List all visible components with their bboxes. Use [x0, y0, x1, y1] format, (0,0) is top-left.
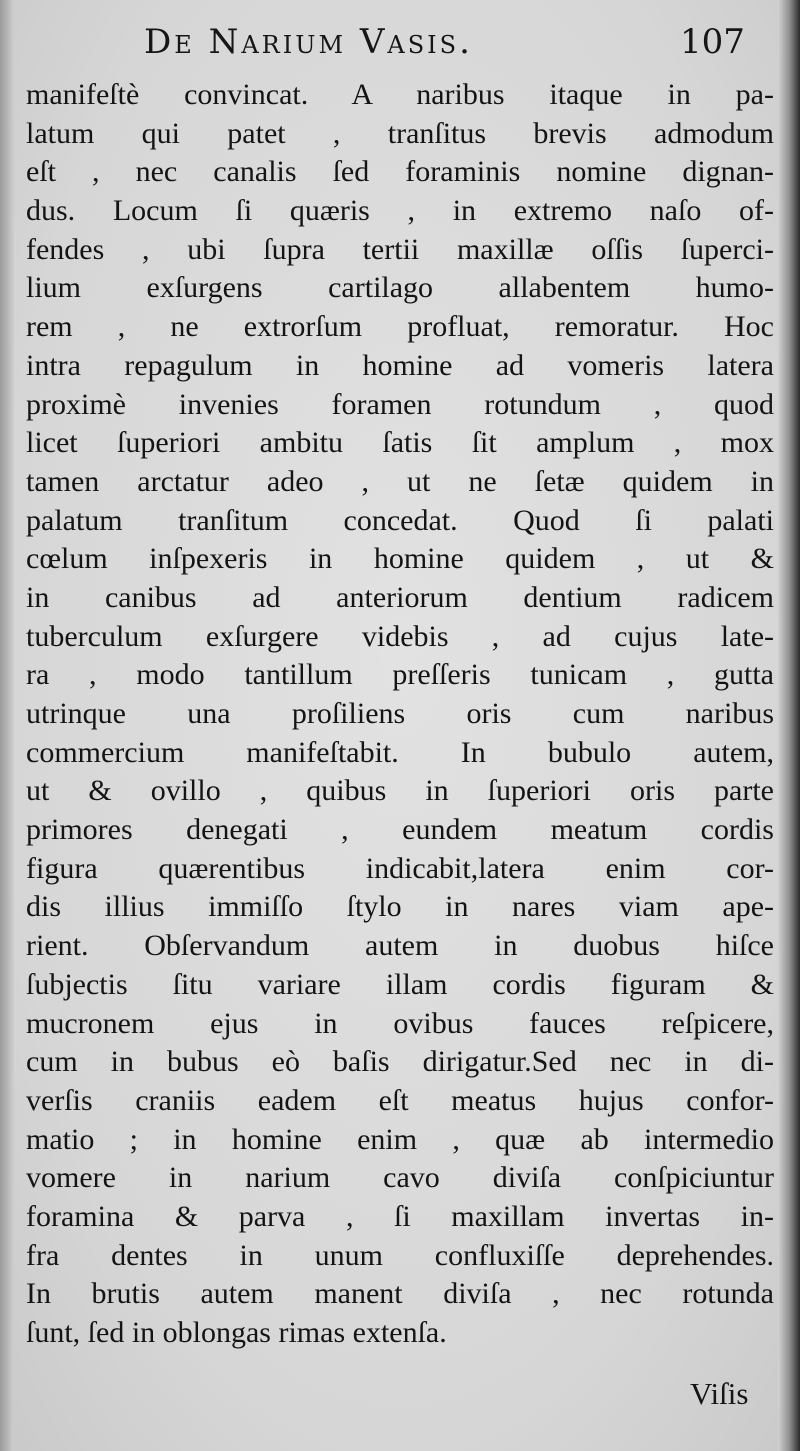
- text-line: ſunt, ſed in oblongas rimas extenſa.: [26, 1316, 447, 1349]
- text-line: fra dentes in unum confluxiſſe deprehendes.: [26, 1238, 774, 1272]
- text-line: ra , modo tantillum preſſeris tunicam , gutta: [26, 658, 774, 692]
- text-line: proximè invenies foramen rotundum , quod: [26, 387, 774, 421]
- text-line: ſubjectis ſitu variare illam cordis figuram &: [26, 967, 774, 1001]
- text-line: matio ; in homine enim , quæ ab intermedio: [26, 1122, 774, 1156]
- text-line: mucronem ejus in ovibus fauces reſpicere,: [26, 1006, 774, 1040]
- text-line: latum qui patet , tranſitus brevis admodum: [26, 116, 774, 150]
- text-line: in canibus ad anteriorum dentium radicem: [26, 580, 774, 614]
- text-line: commercium manifeſtabit. In bubulo autem,: [26, 735, 774, 769]
- text-line: dus. Locum ſi quæris , in extremo naſo of-: [26, 194, 774, 228]
- catchword: Viſis: [690, 1376, 749, 1411]
- text-line: tuberculum exſurgere videbis , ad cujus late-: [26, 619, 774, 653]
- running-title: De Narium Vasis.: [144, 22, 473, 62]
- text-line: foramina & parva , ſi maxillam invertas in-: [26, 1199, 774, 1233]
- text-line: verſis craniis eadem eſt meatus hujus confor-: [26, 1083, 774, 1117]
- text-line: lium exſurgens cartilago allabentem humo-: [26, 271, 774, 305]
- text-line: cum in bubus eò baſis dirigatur.Sed nec in di-: [26, 1045, 774, 1079]
- text-line: primores denegati , eundem meatum cordis: [26, 813, 774, 847]
- text-line: eſt , nec canalis ſed foraminis nomine dignan-: [26, 155, 774, 189]
- text-line: rem , ne extrorſum profluat, remoratur. Hoc: [26, 310, 774, 344]
- text-line: tamen arctatur adeo , ut ne ſetæ quidem in: [26, 464, 774, 498]
- text-line: vomere in narium cavo diviſa conſpiciuntur: [26, 1161, 774, 1195]
- text-line: intra repagulum in homine ad vomeris latera: [26, 348, 774, 382]
- page-header: [0, 18, 800, 64]
- page-right-edge-shadow: [778, 0, 800, 1451]
- text-line: ut & ovillo , quibus in ſuperiori oris parte: [26, 774, 774, 808]
- text-line: cœlum inſpexeris in homine quidem , ut &: [26, 542, 774, 576]
- body-text: [26, 76, 774, 1353]
- text-line: rient. Obſervandum autem in duobus hiſce: [26, 929, 774, 963]
- text-line: palatum tranſitum concedat. Quod ſi palati: [26, 503, 774, 537]
- text-line: In brutis autem manent diviſa , nec rotunda: [26, 1277, 774, 1311]
- text-line: fendes , ubi ſupra tertii maxillæ oſſis ſuperci-: [26, 232, 774, 266]
- text-line: figura quærentibus indicabit,latera enim cor-: [26, 851, 774, 885]
- text-line: dis illius immiſſo ſtylo in nares viam ape-: [26, 890, 774, 924]
- page-left-edge: [0, 0, 14, 1451]
- text-line: manifeſtè convincat. A naribus itaque in pa-: [26, 78, 774, 111]
- text-line: utrinque una proſiliens oris cum naribus: [26, 697, 774, 730]
- text-line: licet ſuperiori ambitu ſatis ſit amplum , mox: [26, 426, 774, 460]
- page-number: 107: [680, 22, 745, 62]
